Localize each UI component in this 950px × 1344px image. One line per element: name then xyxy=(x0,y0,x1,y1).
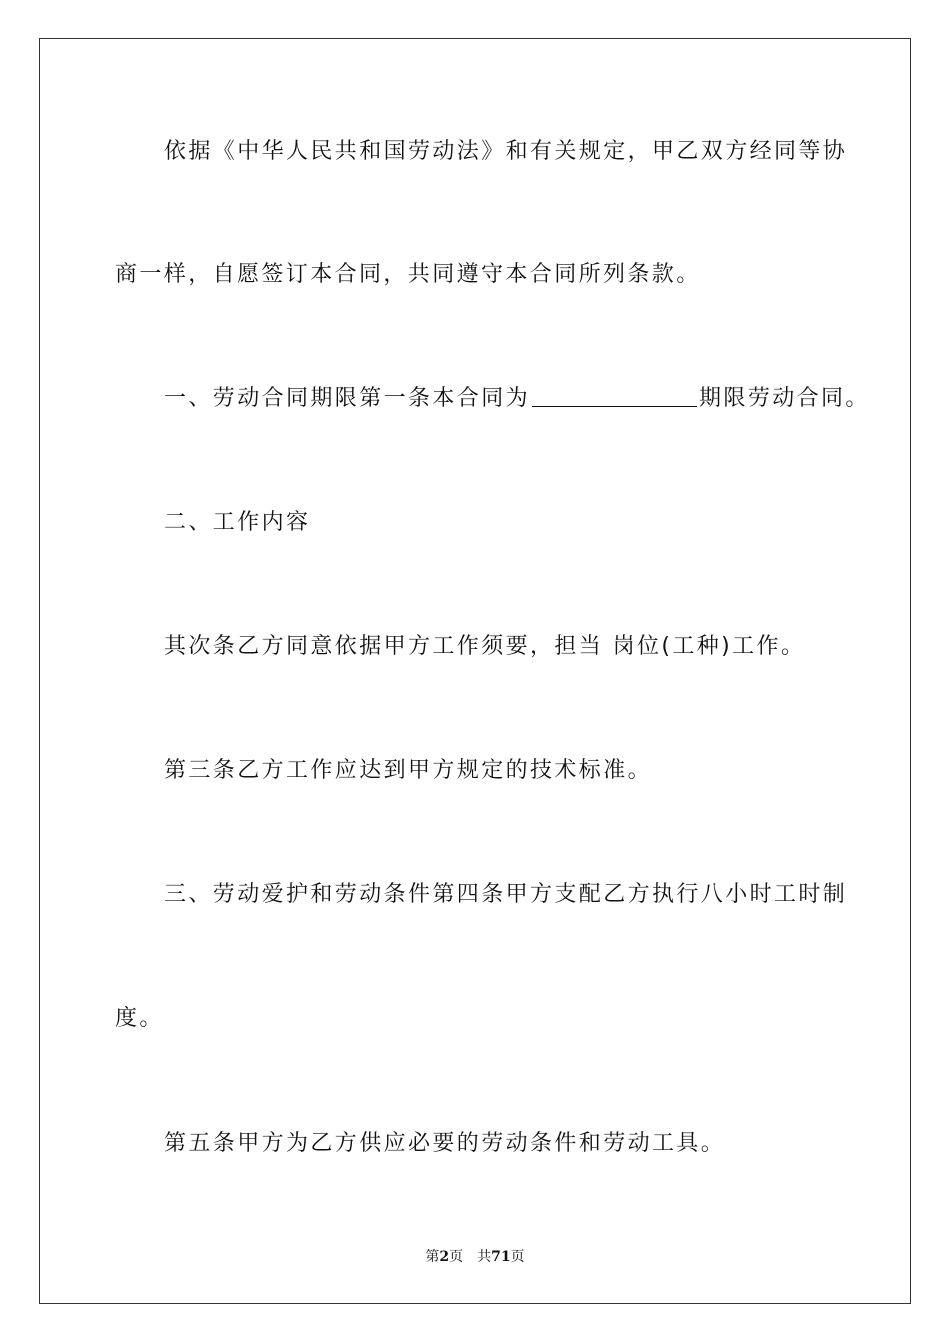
footer-total-prefix: 共 xyxy=(477,1249,492,1265)
paragraph-article-3: 第三条乙方工作应达到甲方规定的技术标准。 xyxy=(164,758,653,783)
contract-term-text-before: 一、劳动合同期限第一条本合同为 xyxy=(164,386,531,411)
paragraph-article-4-line-1: 三、劳动爱护和劳动条件第四条甲方支配乙方执行八小时工时制 xyxy=(164,882,848,907)
paragraph-article-2: 其次条乙方同意依据甲方工作须要，担当 岗位(工种)工作。 xyxy=(164,634,806,659)
section-heading-work-content: 二、工作内容 xyxy=(164,510,311,535)
contract-term-text-after: 期限劳动合同。 xyxy=(699,386,870,411)
footer-page-suffix: 页 xyxy=(449,1249,464,1265)
paragraph-intro-line-1: 依据《中华人民共和国劳动法》和有关规定，甲乙双方经同等协 xyxy=(164,139,848,164)
footer-page-number: 2 xyxy=(439,1249,450,1265)
page-frame xyxy=(39,38,911,1304)
paragraph-intro-line-2: 商一样，自愿签订本合同，共同遵守本合同所列条款。 xyxy=(115,262,701,287)
paragraph-article-5: 第五条甲方为乙方供应必要的劳动条件和劳动工具。 xyxy=(164,1131,726,1156)
footer-total-suffix: 页 xyxy=(510,1249,525,1265)
footer-page-prefix: 第 xyxy=(425,1249,440,1265)
footer-total-pages: 71 xyxy=(491,1249,511,1265)
contract-term-blank xyxy=(532,384,697,407)
paragraph-contract-term xyxy=(164,384,870,414)
paragraph-article-4-line-2: 度。 xyxy=(115,1006,164,1031)
page-footer xyxy=(0,1248,950,1266)
